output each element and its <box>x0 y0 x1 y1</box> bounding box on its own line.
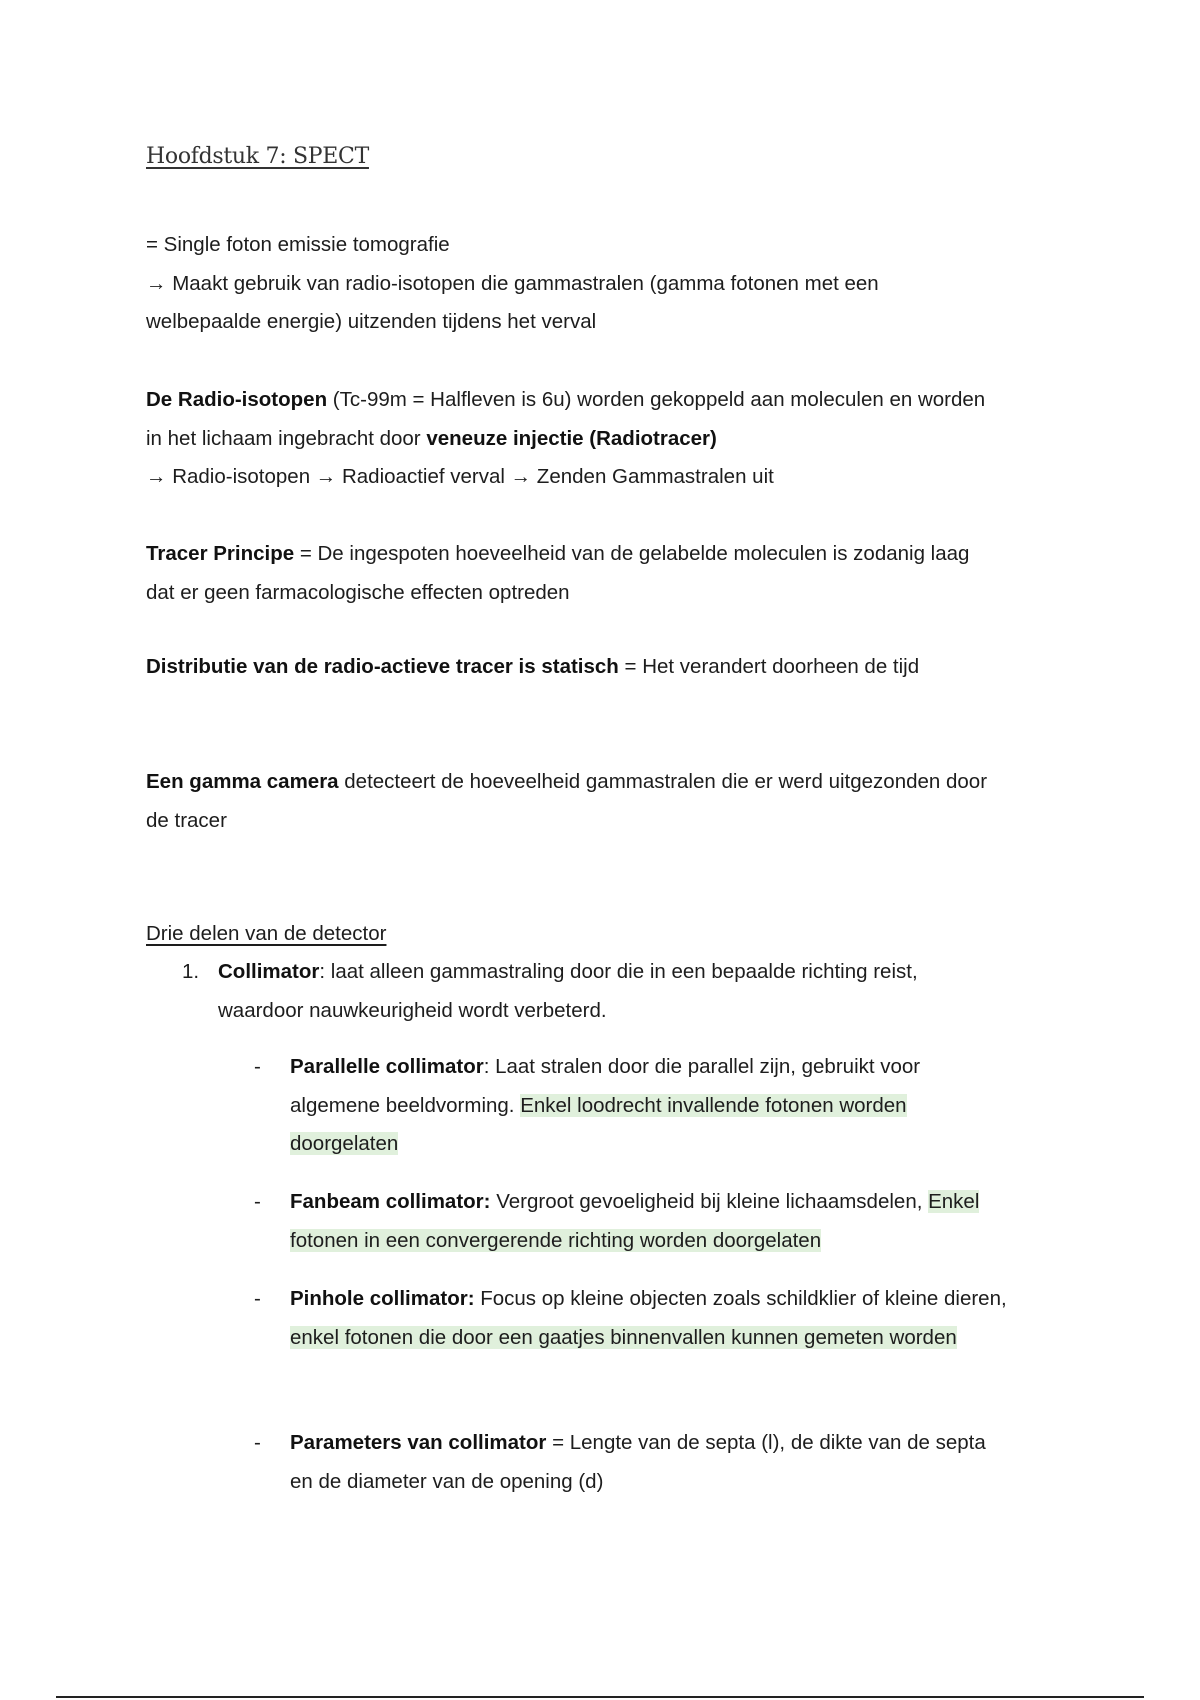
bullet-text <box>290 1183 1010 1260</box>
bold-term: Pinhole collimator: <box>290 1287 475 1310</box>
page-divider <box>56 1696 1144 1698</box>
radio-isotopen-paragraph <box>146 381 1066 497</box>
bullet-dash: - <box>254 1431 261 1454</box>
highlighted-text: Enkel loodrecht invallende fotonen worden doorgelaten <box>290 1093 907 1155</box>
paragraph-line <box>146 420 1066 459</box>
intro-paragraph <box>146 226 1066 342</box>
bold-term: Collimator <box>218 960 320 983</box>
text-span: waardoor nauwkeurigheid wordt verbeterd. <box>218 998 607 1022</box>
section-subheading: Drie delen van de detector <box>146 922 387 945</box>
highlighted-text: enkel fotonen die door een gaatjes binnenvallen kunnen gemeten worden <box>290 1325 957 1349</box>
bullet-dash: - <box>254 1287 261 1310</box>
paragraph-line: dat er geen farmacologische effecten optreden <box>146 580 570 604</box>
bullet-dash: - <box>254 1190 261 1213</box>
bullet-dash: - <box>254 1055 261 1078</box>
paragraph-line <box>146 648 1066 687</box>
numbered-list-item <box>146 953 1066 1033</box>
detector-subheading <box>146 915 1066 954</box>
list-item-text <box>218 953 1008 1030</box>
bold-term: Parameters van collimator <box>290 1431 547 1454</box>
tracer-principe-paragraph <box>146 535 1066 612</box>
intro-line: → Maakt gebruik van radio-isotopen die gammastralen (gamma fotonen met een <box>146 271 879 295</box>
bullet-text <box>290 1280 1010 1357</box>
list-number: 1. <box>182 960 200 983</box>
gamma-camera-paragraph <box>146 763 1066 840</box>
paragraph-line: → Radio-isotopen → Radioactief verval → Zenden Gammastralen uit <box>146 465 774 488</box>
text-span: : Laat stralen door die parallel zijn, gebruikt voor algemene beeldvorming. <box>290 1055 921 1117</box>
intro-line: welbepaalde energie) uitzenden tijdens het verval <box>146 310 597 333</box>
bold-term: Distributie van de radio-actieve tracer is statisch <box>146 655 619 678</box>
bullet-text <box>290 1424 1010 1501</box>
distributie-paragraph <box>146 648 1066 687</box>
intro-line: = Single foton emissie tomografie <box>146 233 450 256</box>
paragraph-line <box>146 381 1066 420</box>
bold-term: Parallelle collimator <box>290 1055 484 1078</box>
bullet-text <box>290 1048 1010 1164</box>
text-span: Focus op kleine objecten zoals schildklier of kleine dieren, <box>474 1287 1007 1310</box>
text-span: detecteert de hoeveelheid gammastralen die er werd uitgezonden door <box>338 770 988 793</box>
paragraph-line <box>146 763 1066 802</box>
bold-term: Tracer Principe <box>146 542 295 565</box>
text-span: = Het verandert doorheen de tijd <box>618 655 920 678</box>
bold-term: Een gamma camera <box>146 770 339 793</box>
text-span: Vergroot gevoeligheid bij kleine lichaamsdelen, <box>490 1190 929 1213</box>
text-span: (Tc-99m = Halfleven is 6u) worden gekoppeld aan moleculen en worden <box>327 388 986 411</box>
bold-term: Fanbeam collimator: <box>290 1190 491 1213</box>
paragraph-line: de tracer <box>146 808 227 832</box>
highlighted-text: Enkel fotonen in een convergerende richting worden doorgelaten <box>290 1190 980 1252</box>
text-span: : laat alleen gammastraling door die in een bepaalde richting reist, <box>319 960 918 983</box>
text-span: = Lengte van de septa (l), de dikte van de septa en de diameter van de opening (d) <box>290 1431 986 1493</box>
text-span: in het lichaam ingebracht door <box>146 426 427 450</box>
bold-term: De Radio-isotopen <box>146 388 328 411</box>
page-title: Hoofdstuk 7: SPECT <box>146 144 369 169</box>
text-span: = De ingespoten hoeveelheid van de gelabelde moleculen is zodanig laag <box>294 542 970 565</box>
paragraph-line <box>146 535 1066 574</box>
bold-term: veneuze injectie (Radiotracer) <box>426 426 717 450</box>
